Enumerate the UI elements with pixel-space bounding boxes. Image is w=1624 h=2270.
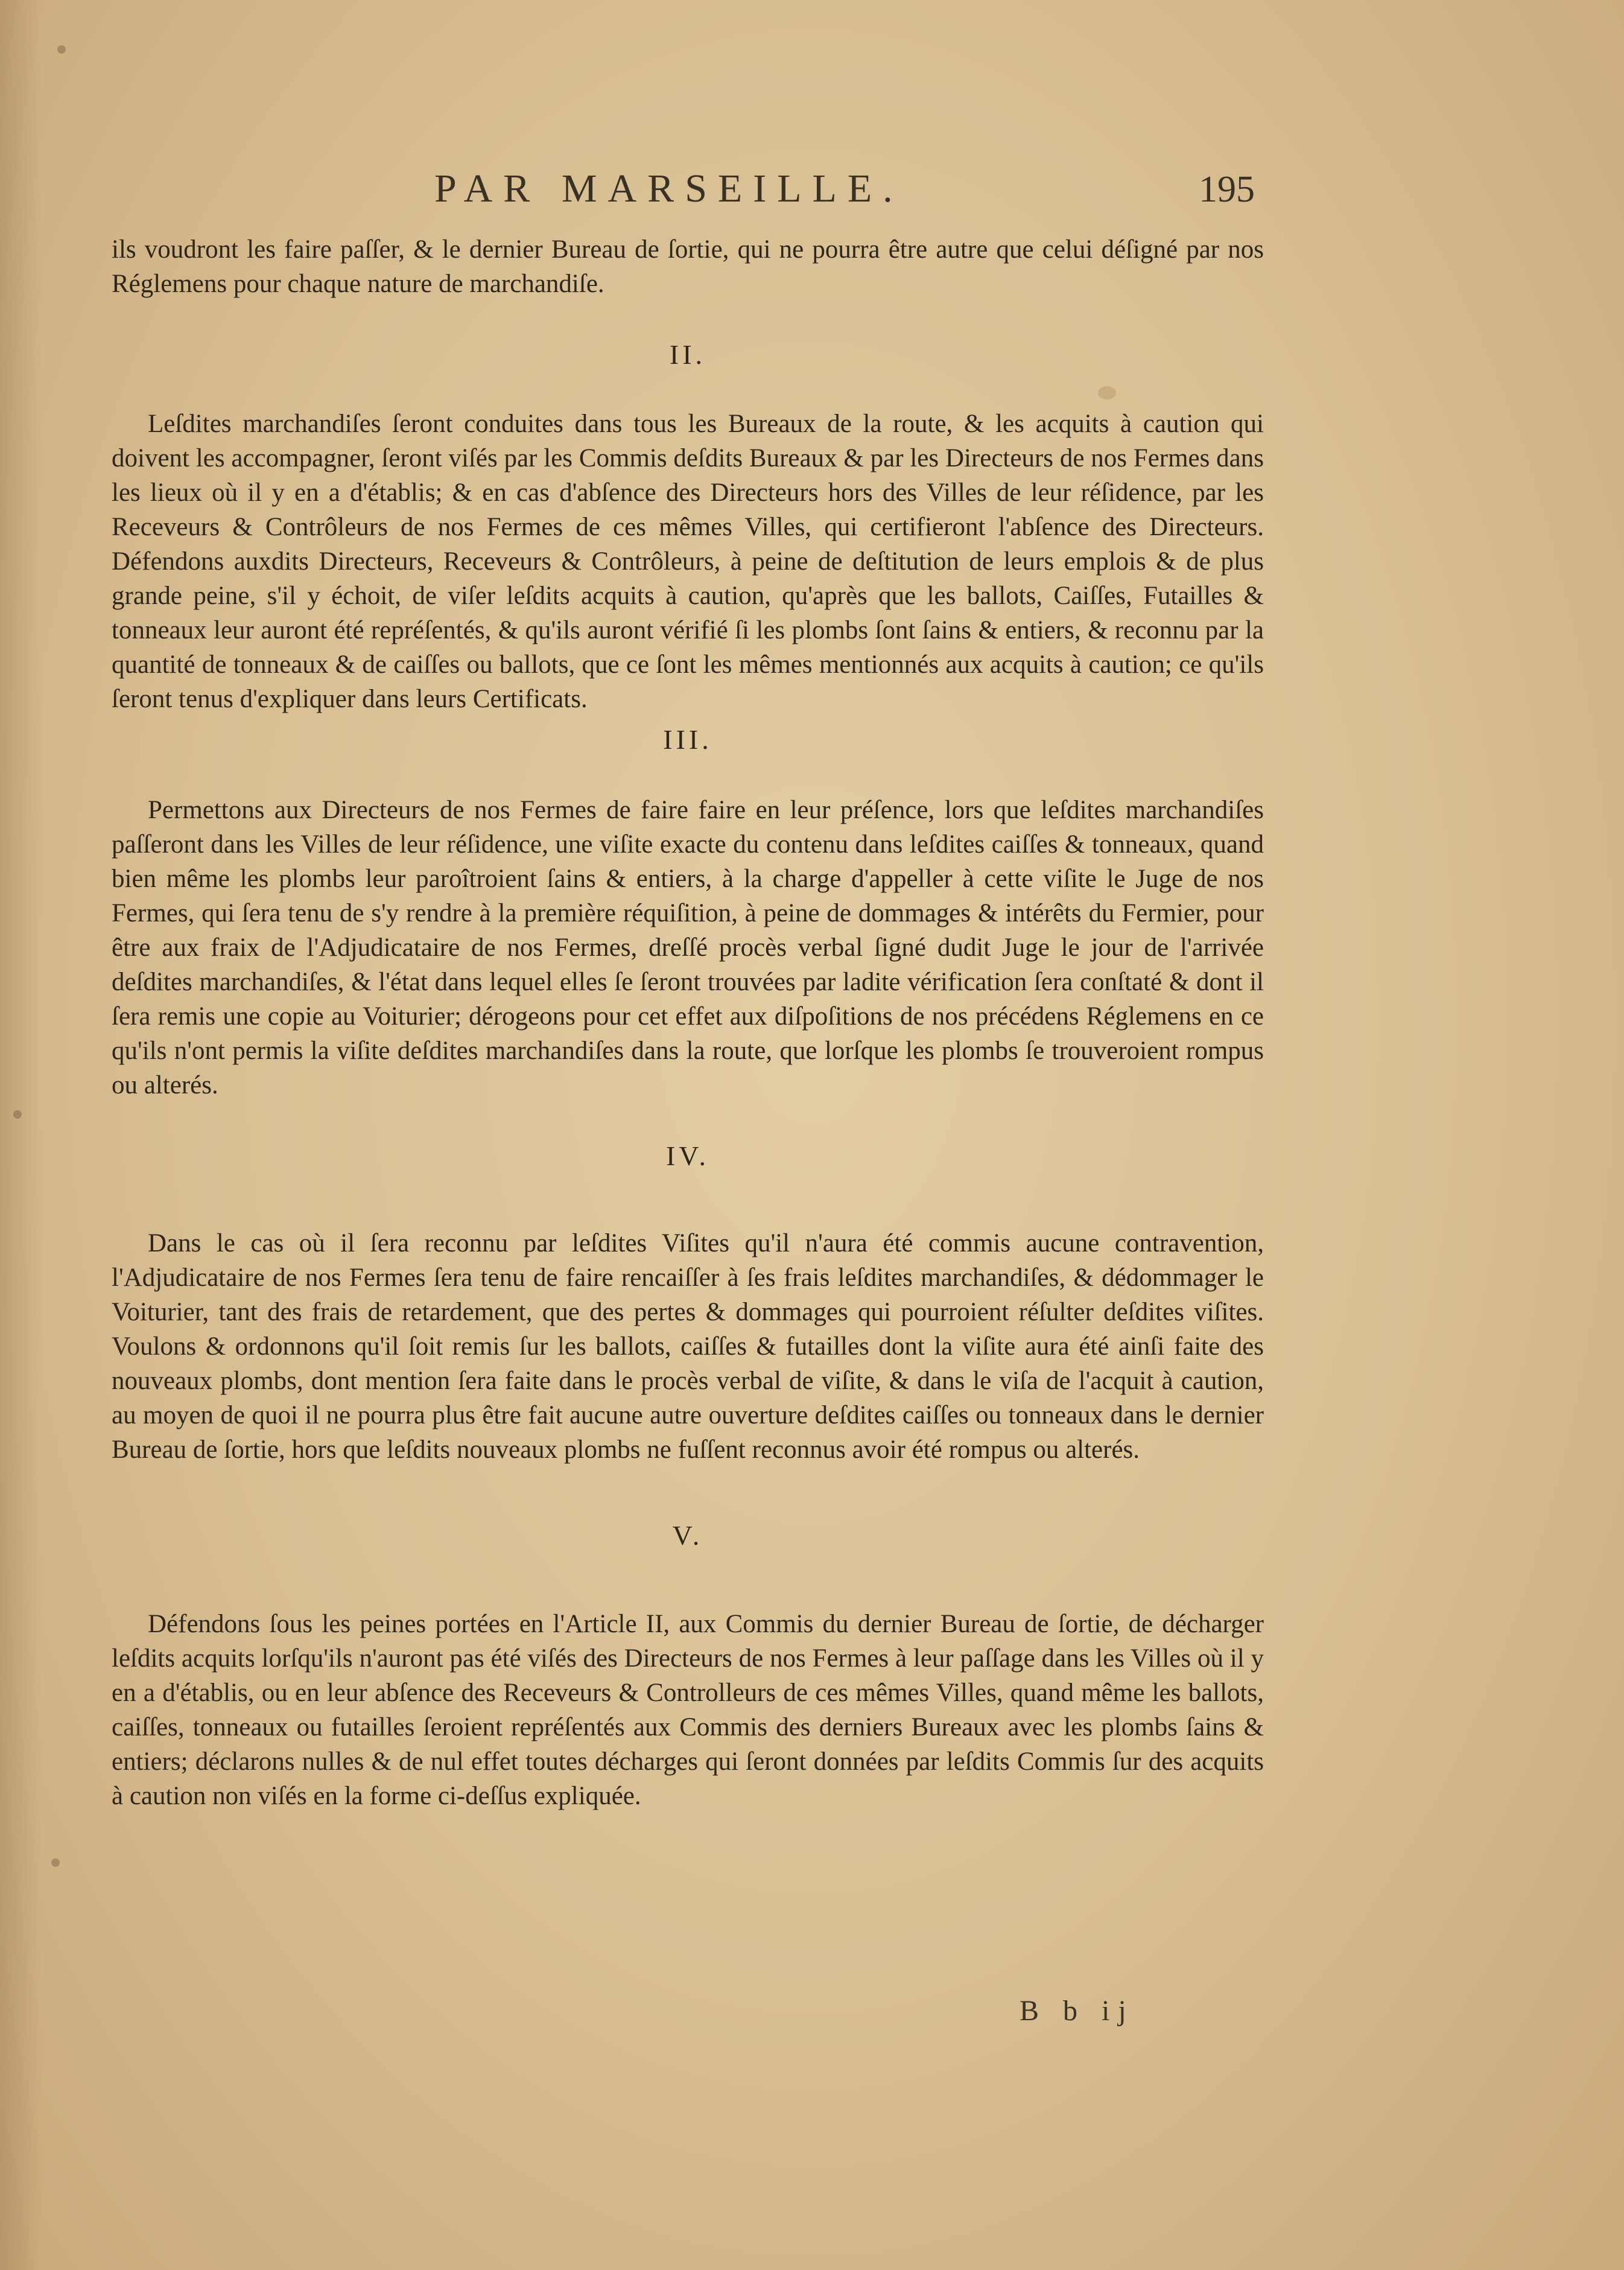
article-heading-5: V. <box>672 1520 703 1551</box>
article-paragraph-5: Défendons ſous les peines portées en l'Article II, aux Commis du dernier Bureau de ſortie, de décharger leſdits acquits lorſqu'ils n'auront pas été viſés des Directeurs de nos Fermes à leur paſſage dans les Villes où il y en a d'établis, ou en leur abſence des Receveurs & Controlleurs de ces mêmes Villes, quand même les ballots, caiſſes, tonneaux ou futailles ſeroient repréſentés aux Commis des derniers Bureaux avec les plombs ſains & entiers; déclarons nulles & de nul effet toutes décharges qui ſeront données par leſdits Commis ſur des acquits à caution non viſés en la forme ci-deſſus expliquée. <box>112 1610 1264 1810</box>
page-header <box>434 166 1255 220</box>
page-number: 195 <box>1199 169 1255 210</box>
paper-speck <box>51 1858 60 1867</box>
article-paragraph-3: Permettons aux Directeurs de nos Fermes de faire faire en leur préſence, lors que leſdites marchandiſes paſſeront dans les Villes de leur réſidence, une viſite exacte du contenu dans leſdites caiſſes & tonneaux, quand bien même les plombs leur paroîtroient ſains & entiers, à la charge d'appeller à cette viſite le Juge de nos Fermes, qui ſera tenu de s'y rendre à la première réquiſition, à peine de dommages & intérêts du Fermier, pour être aux fraix de l'Adjudicataire de nos Fermes, dreſſé procès verbal ſigné dudit Juge le jour de l'arrivée deſdites marchandiſes, & l'état dans lequel elles ſe ſeront trouvées par ladite vérification ſera conſtaté & dont il ſera remis une copie au Voiturier; dérogeons pour cet effet aux diſpoſitions de nos précédens Réglemens en ce qu'ils n'ont permis la viſite deſdites marchandiſes dans la route, que lorſque les plombs ſe trouveroient rompus ou alterés. <box>112 796 1264 1099</box>
signature-mark: B b ij <box>1020 1995 1135 2027</box>
article-heading-3: III. <box>663 724 712 755</box>
article-heading-2: II. <box>669 339 706 370</box>
running-title: PAR MARSEILLE. <box>434 167 904 211</box>
paper-speck <box>57 45 66 54</box>
article-paragraph-2: Leſdites marchandiſes ſeront conduites dans tous les Bureaux de la route, & les acquits à caution qui doivent les accompagner, ſeront viſés par les Commis deſdits Bureaux & par les Directeurs de nos Fermes dans les lieux où il y en a d'établis; & en cas d'abſence des Directeurs hors des Villes de leur réſidence, par les Receveurs & Contrôleurs de nos Fermes de ces mêmes Villes, qui certifieront l'abſence des Directeurs. Défendons auxdits Directeurs, Receveurs & Contrôleurs, à peine de deſtitution de leurs emplois & de plus grande peine, s'il y échoit, de viſer leſdits acquits à caution, qu'après que les ballots, Caiſſes, Futailles & tonneaux leur auront été repréſentés, & qu'ils auront vérifié ſi les plombs ſont ſains & entiers, & reconnu par la quantité de tonneaux & de caiſſes ou ballots, que ce ſont les mêmes mentionnés aux acquits à caution; ce qu'ils ſeront tenus d'expliquer dans leurs Certificats. <box>112 410 1264 713</box>
article-paragraph-4: Dans le cas où il ſera reconnu par leſdites Viſites qu'il n'aura été commis aucune contravention, l'Adjudicataire de nos Fermes ſera tenu de faire rencaiſſer à ſes frais leſdites marchandiſes, & dédommager le Voiturier, tant des frais de retardement, que des pertes & dommages qui pourroient réſulter deſdites viſites. Voulons & ordonnons qu'il ſoit remis ſur les ballots, caiſſes & futailles dont la viſite aura été ainſi faite des nouveaux plombs, dont mention ſera faite dans le procès verbal de viſite, & dans le viſa de l'acquit à caution, au moyen de quoi il ne pourra plus être fait aucune autre ouverture deſdites caiſſes ou tonneaux dans le dernier Bureau de ſortie, hors que leſdits nouveaux plombs ne fuſſent reconnus avoir été rompus ou alterés. <box>112 1229 1264 1464</box>
paper-speck <box>13 1110 22 1119</box>
article-heading-4: IV. <box>665 1140 710 1171</box>
page-edge-shadow <box>0 0 42 2270</box>
body-text <box>112 232 1264 1813</box>
paragraph-continuation: ils voudront les faire paſſer, & le dernier Bureau de ſortie, qui ne pourra être autre que celui déſigné par nos Réglemens pour chaque nature de marchandiſe. <box>112 235 1264 298</box>
